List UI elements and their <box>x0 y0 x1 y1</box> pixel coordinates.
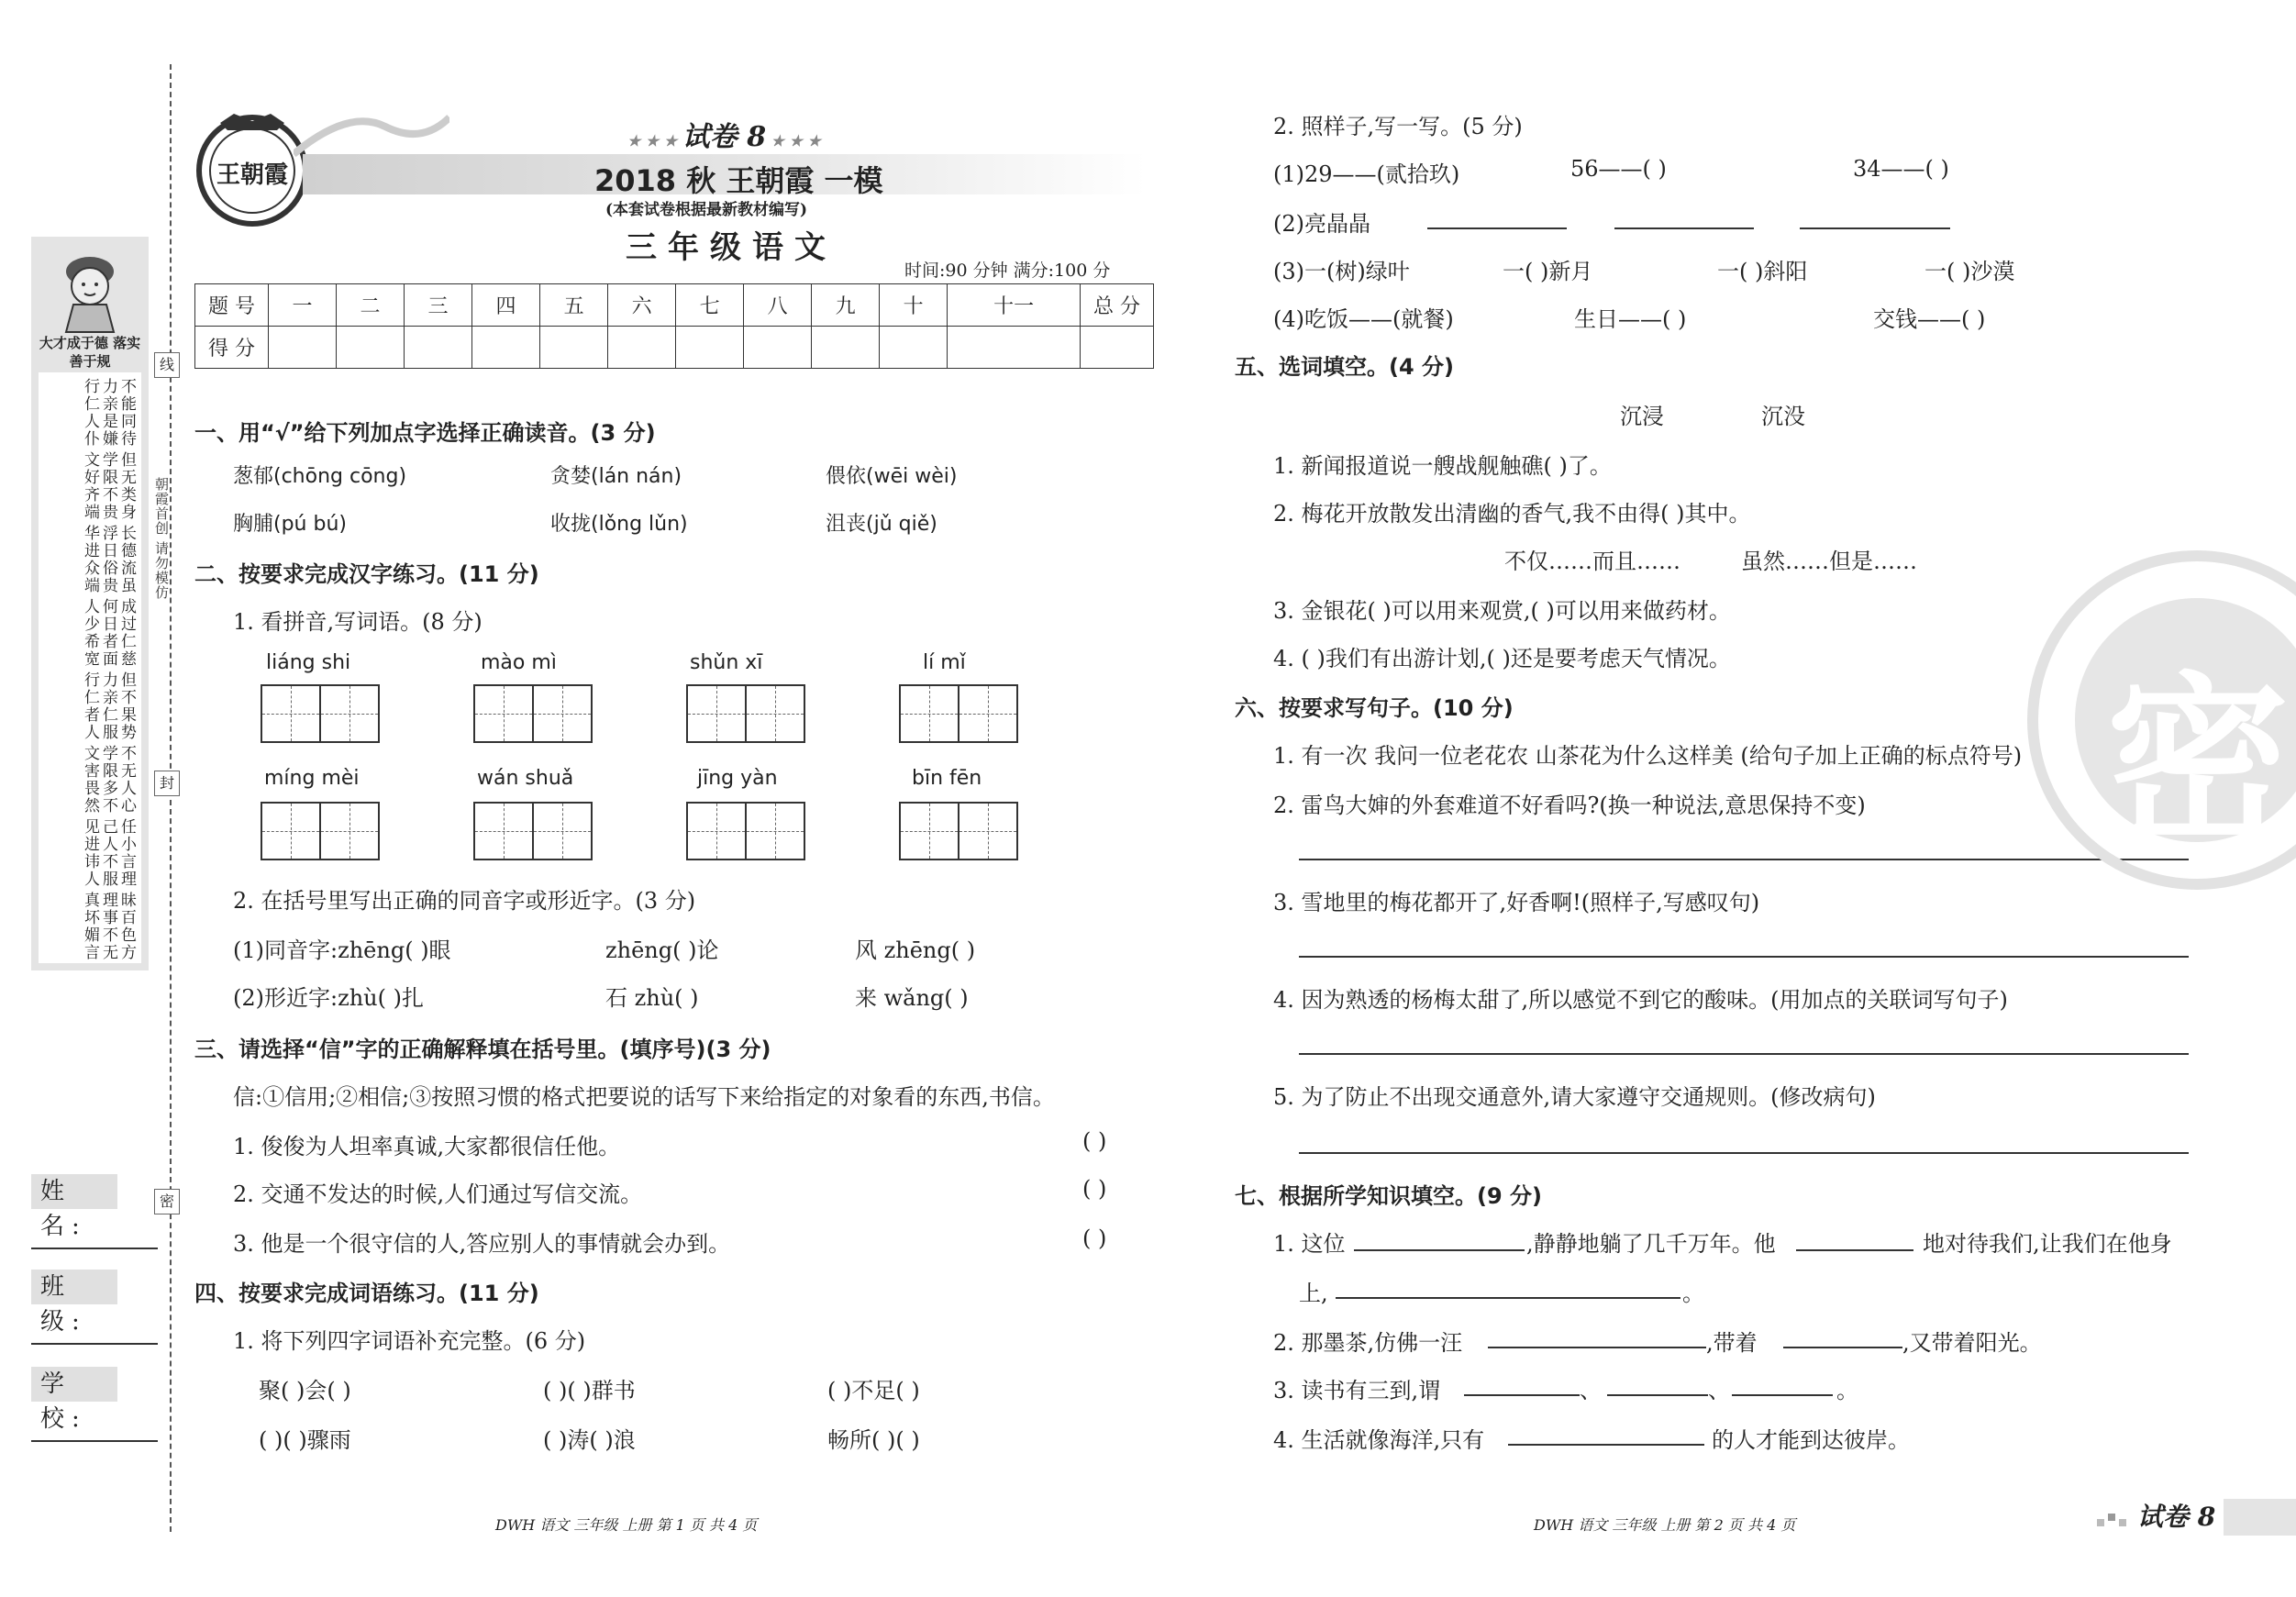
answer-line[interactable] <box>1800 227 1950 229</box>
exam-note: (本套试卷根据最新教材编写) <box>605 201 808 219</box>
seal-glyph: 密 <box>2106 657 2290 871</box>
section1-title: 一、用“√”给下列加点字选择正确读音。(3 分) <box>194 420 656 446</box>
score-cell[interactable] <box>472 327 540 369</box>
section4-sub1: 1. 将下列四字词语补充完整。(6 分) <box>233 1328 586 1354</box>
score-cell[interactable] <box>540 327 608 369</box>
fill-text: 1. 这位 <box>1273 1231 1346 1257</box>
star-decor-left: ★ ★ ★ <box>627 132 682 150</box>
motto-column: 浮日俗贵 <box>99 525 117 594</box>
section4-title: 四、按要求完成词语练习。(11 分) <box>194 1281 539 1306</box>
footer-right: DWH 语文 三年级 上册 第 2 页 共 4 页 <box>1534 1516 1796 1534</box>
fill-item[interactable]: 风 zhēng( ) <box>855 937 976 963</box>
ribbon-swoosh <box>294 99 449 163</box>
corner-bar <box>2224 1499 2296 1536</box>
answer-bracket[interactable]: ( ) <box>1082 1176 1107 1202</box>
fill-text: ,又带着阳光。 <box>1902 1330 2042 1356</box>
motto-column: 力亲仁服 <box>99 671 117 741</box>
pattern-item[interactable]: 56——( ) <box>1570 156 1667 182</box>
motto-column: 学限不贵 <box>99 451 117 521</box>
answer-line[interactable] <box>1607 1394 1708 1396</box>
side-mark-secret: 密 <box>154 1189 180 1214</box>
phonetic-item[interactable]: 葱郁(chōng cōng) <box>233 465 407 488</box>
motto-column: 力亲是嫌 <box>99 378 117 448</box>
motto-columns <box>39 372 141 963</box>
idiom-item[interactable]: ( )不足( ) <box>827 1378 920 1403</box>
phonetic-item[interactable]: 贪婪(lán nán) <box>550 465 682 488</box>
score-col: 三 <box>405 284 472 327</box>
motto-column: 行仁人仆 <box>81 378 99 448</box>
section4-sub2: 2. 照样子,写一写。(5 分) <box>1273 114 1523 139</box>
star-decor-right: ★ ★ ★ <box>766 132 821 150</box>
fill-item[interactable]: (2)形近字:zhù( )扎 <box>233 985 424 1011</box>
score-header: 题 号 <box>195 284 269 327</box>
writing-grid[interactable] <box>473 684 594 743</box>
pattern-item[interactable]: 一( )斜阳 <box>1717 259 1808 284</box>
motto-column: 但不果势 <box>117 671 136 741</box>
fill-text: ,静静地躺了几千万年。他 <box>1526 1231 1776 1257</box>
word-choice: 沉浸 <box>1620 404 1664 429</box>
fill-text: 的人才能到达彼岸。 <box>1712 1427 1910 1453</box>
motto-text: 大才成于德 落实善于规 <box>39 335 141 370</box>
score-col: 九 <box>812 284 880 327</box>
sentence-item: 4. 因为熟透的杨梅太甜了,所以感觉不到它的酸味。(用加点的关联词写句子) <box>1273 987 2008 1013</box>
question-item[interactable]: 3. 金银花( )可以用来观赏,( )可以用来做药材。 <box>1273 598 1731 624</box>
question-item[interactable]: 2. 梅花开放散发出清幽的香气,我不由得( )其中。 <box>1273 501 1751 527</box>
class-field[interactable] <box>31 1343 158 1345</box>
fill-text: 4. 生活就像海洋,只有 <box>1273 1427 1485 1453</box>
score-cell[interactable] <box>1081 327 1154 369</box>
fill-text: 3. 读书有三到,谓 <box>1273 1378 1441 1403</box>
binding-line <box>170 64 172 1532</box>
question-item: 2. 交通不发达的时候,人们通过写信交流。 <box>233 1181 643 1207</box>
score-cell[interactable] <box>812 327 880 369</box>
secret-seal-watermark <box>2027 550 2296 890</box>
motto-column: 不能同待 <box>117 378 136 448</box>
motto-column: 任小言理 <box>117 818 136 888</box>
side-mark-warning: 朝霞首创 请勿模仿 <box>153 477 170 600</box>
writing-grid[interactable] <box>899 802 1020 860</box>
answer-line[interactable] <box>1299 1152 2189 1154</box>
motto-column: 何日者面 <box>99 598 117 668</box>
writing-grid[interactable] <box>686 684 807 743</box>
pattern-item[interactable]: (1)29——(贰拾玖) <box>1273 161 1460 187</box>
word-choice: 虽然……但是…… <box>1741 549 1917 574</box>
word-choice: 沉没 <box>1761 404 1805 429</box>
section6-title: 六、按要求写句子。(10 分) <box>1235 695 1514 721</box>
score-col: 十 <box>880 284 948 327</box>
score-col: 七 <box>676 284 744 327</box>
score-row-head: 得 分 <box>195 327 269 369</box>
pinyin-label: mào mì <box>481 651 557 674</box>
sentence-item: 5. 为了防止不出现交通意外,请大家遵守交通规则。(修改病句) <box>1273 1084 1876 1110</box>
writing-grid[interactable] <box>473 802 594 860</box>
pattern-item[interactable]: 一( )沙漠 <box>1924 259 2015 284</box>
answer-line[interactable] <box>1336 1297 1680 1299</box>
motto-column: 真坏媚言 <box>81 892 99 961</box>
score-cell[interactable] <box>744 327 812 369</box>
score-col: 四 <box>472 284 540 327</box>
motto-column: 昧百色方 <box>117 892 136 961</box>
answer-line[interactable] <box>1783 1347 1902 1348</box>
motto-column: 理事不无 <box>99 892 117 961</box>
pattern-item[interactable]: 34——( ) <box>1853 156 1949 182</box>
idiom-item[interactable]: ( )涛( )浪 <box>543 1427 636 1453</box>
idiom-item[interactable]: 聚( )会( ) <box>259 1378 351 1403</box>
answer-line[interactable] <box>1796 1249 1913 1251</box>
motto-column: 文害畏然 <box>81 745 99 815</box>
footer-left: DWH 语文 三年级 上册 第 1 页 共 4 页 <box>495 1516 758 1534</box>
section5-title: 五、选词填空。(4 分) <box>1235 354 1454 380</box>
pattern-item[interactable]: (3)一(树)绿叶 <box>1273 259 1410 284</box>
score-col: 五 <box>540 284 608 327</box>
logo-text: 王朝霞 <box>216 161 288 189</box>
phonetic-item[interactable]: 沮丧(jǔ qiě) <box>826 513 937 536</box>
motto-column: 文好齐端 <box>81 451 99 521</box>
writing-grid[interactable] <box>899 684 1020 743</box>
score-cell[interactable] <box>405 327 472 369</box>
answer-line[interactable] <box>1299 859 2189 860</box>
score-table <box>194 283 1154 369</box>
answer-bracket[interactable]: ( ) <box>1082 1225 1107 1251</box>
phonetic-item[interactable]: 收拢(lǒng lǔn) <box>550 513 688 536</box>
side-mark-line: 线 <box>154 352 180 378</box>
corner-squares <box>2097 1508 2134 1530</box>
motto-column: 人少希宽 <box>81 598 99 668</box>
motto-column: 学限多不 <box>99 745 117 815</box>
section2-sub2: 2. 在括号里写出正确的同音字或形近字。(3 分) <box>233 888 696 914</box>
score-col: 总 分 <box>1081 284 1154 327</box>
fill-item[interactable]: 来 wǎng( ) <box>855 985 969 1011</box>
fill-text: 2. 那墨茶,仿佛一汪 <box>1273 1330 1463 1356</box>
motto-panel <box>31 237 149 970</box>
motto-column: 见进讳人 <box>81 818 99 888</box>
fill-text: ,带着 <box>1706 1330 1758 1356</box>
motto-column: 华进众端 <box>81 525 99 594</box>
score-cell[interactable] <box>269 327 337 369</box>
school-field[interactable] <box>31 1440 158 1442</box>
score-col: 一 <box>269 284 337 327</box>
motto-column: 成过仁慈 <box>117 598 136 668</box>
answer-bracket[interactable]: ( ) <box>1082 1128 1107 1154</box>
section7-title: 七、根据所学知识填空。(9 分) <box>1235 1183 1542 1209</box>
subject-title: 三年级语文 <box>626 229 837 266</box>
word-choice: 不仅……而且…… <box>1504 549 1680 574</box>
fill-text: 。 <box>1682 1281 1704 1306</box>
answer-line[interactable] <box>1508 1444 1704 1446</box>
corner-label: 试卷 8 <box>2137 1502 2216 1532</box>
question-item[interactable]: 4. ( )我们有出游计划,( )还是要考虑天气情况。 <box>1273 646 1731 671</box>
motto-column: 但无类身 <box>117 451 136 521</box>
name-label: 姓 名: <box>31 1174 117 1209</box>
class-label: 班 级: <box>31 1270 117 1304</box>
score-col: 八 <box>744 284 812 327</box>
phonetic-item[interactable]: 胸脯(pú bú) <box>233 513 347 536</box>
section2-sub1: 1. 看拼音,写词语。(8 分) <box>233 609 482 635</box>
mascot-icon <box>51 246 128 334</box>
motto-column: 不无人心 <box>117 745 136 815</box>
pinyin-label: shǔn xī <box>690 651 763 674</box>
question-item[interactable]: 1. 新闻报道说一艘战舰触礁( )了。 <box>1273 453 1612 479</box>
score-col: 二 <box>337 284 405 327</box>
pattern-item[interactable]: 生日——( ) <box>1574 306 1687 332</box>
pinyin-label: wán shuǎ <box>477 767 574 790</box>
sentence-item: 2. 雷鸟大婶的外套难道不好看吗?(换一种说法,意思保持不变) <box>1273 793 1866 818</box>
fill-text: 地对待我们,让我们在他身 <box>1923 1231 2172 1257</box>
answer-line[interactable] <box>1488 1347 1706 1348</box>
fill-text: 上, <box>1299 1281 1328 1306</box>
definition-text: 信:①信用;②相信;③按照习惯的格式把要说的话写下来给指定的对象看的东西,书信。 <box>233 1084 1055 1110</box>
idiom-item[interactable]: ( )( )骤雨 <box>259 1427 351 1453</box>
idiom-item[interactable]: ( )( )群书 <box>543 1378 636 1403</box>
section2-title: 二、按要求完成汉字练习。(11 分) <box>194 561 539 587</box>
score-cell[interactable] <box>948 327 1081 369</box>
pinyin-label: bīn fēn <box>912 767 982 790</box>
score-cell[interactable] <box>608 327 676 369</box>
fill-item[interactable]: 石 zhù( ) <box>605 985 699 1011</box>
score-col: 十一 <box>948 284 1081 327</box>
fill-item[interactable]: (1)同音字:zhēng( )眼 <box>233 937 451 963</box>
answer-line[interactable] <box>1614 227 1754 229</box>
exam-title: 2018 秋 王朝霞 一模 <box>594 163 883 198</box>
pinyin-label: lí mǐ <box>923 651 966 674</box>
fill-text: 、 <box>1580 1378 1602 1403</box>
pinyin-label: liáng shi <box>266 651 351 674</box>
answer-line[interactable] <box>1464 1394 1580 1396</box>
pinyin-label: jīng yàn <box>697 767 778 790</box>
paper-label: ★ ★ ★ 试卷 8 ★ ★ ★ <box>627 121 821 153</box>
pattern-item: (2)亮晶晶 <box>1273 211 1370 237</box>
score-cell[interactable] <box>880 327 948 369</box>
score-table-header-row <box>195 284 1154 327</box>
fill-text: 、 <box>1708 1378 1730 1403</box>
question-item: 1. 俊俊为人坦率真诚,大家都很信任他。 <box>233 1134 621 1159</box>
idiom-item[interactable]: 畅所( )( ) <box>827 1427 920 1453</box>
sentence-item: 3. 雪地里的梅花都开了,好香啊!(照样子,写感叹句) <box>1273 890 1760 915</box>
motto-column: 长德流虽 <box>117 525 136 594</box>
pattern-item[interactable]: 一( )新月 <box>1503 259 1593 284</box>
motto-column: 己人不服 <box>99 818 117 888</box>
phonetic-item[interactable]: 偎依(wēi wèi) <box>826 465 958 488</box>
time-info: 时间:90 分钟 满分:100 分 <box>904 261 1111 281</box>
sentence-item: 1. 有一次 我问一位老花农 山茶花为什么这样美 (给句子加上正确的标点符号) <box>1273 743 2023 769</box>
writing-grid[interactable] <box>686 802 807 860</box>
answer-line[interactable] <box>1427 227 1567 229</box>
writing-grid[interactable] <box>261 802 382 860</box>
fill-text: 。 <box>1836 1378 1858 1403</box>
side-mark-seal: 封 <box>154 771 180 796</box>
pinyin-label: míng mèi <box>264 767 360 790</box>
school-label: 学 校: <box>31 1367 117 1402</box>
motto-column: 行仁者人 <box>81 671 99 741</box>
question-item: 3. 他是一个很守信的人,答应别人的事情就会办到。 <box>233 1231 731 1257</box>
section3-title: 三、请选择“信”字的正确解释填在括号里。(填序号)(3 分) <box>194 1037 771 1062</box>
fill-item[interactable]: zhēng( )论 <box>605 937 719 963</box>
score-col: 六 <box>608 284 676 327</box>
name-field[interactable] <box>31 1248 158 1249</box>
score-cell[interactable] <box>337 327 405 369</box>
answer-line[interactable] <box>1299 956 2189 958</box>
pattern-item[interactable]: (4)吃饭——(就餐) <box>1273 306 1454 332</box>
answer-line[interactable] <box>1732 1394 1833 1396</box>
score-cell[interactable] <box>676 327 744 369</box>
answer-line[interactable] <box>1299 1053 2189 1055</box>
score-table-score-row <box>195 327 1154 369</box>
writing-grid[interactable] <box>261 684 382 743</box>
answer-line[interactable] <box>1354 1249 1525 1251</box>
pattern-item[interactable]: 交钱——( ) <box>1873 306 1986 332</box>
